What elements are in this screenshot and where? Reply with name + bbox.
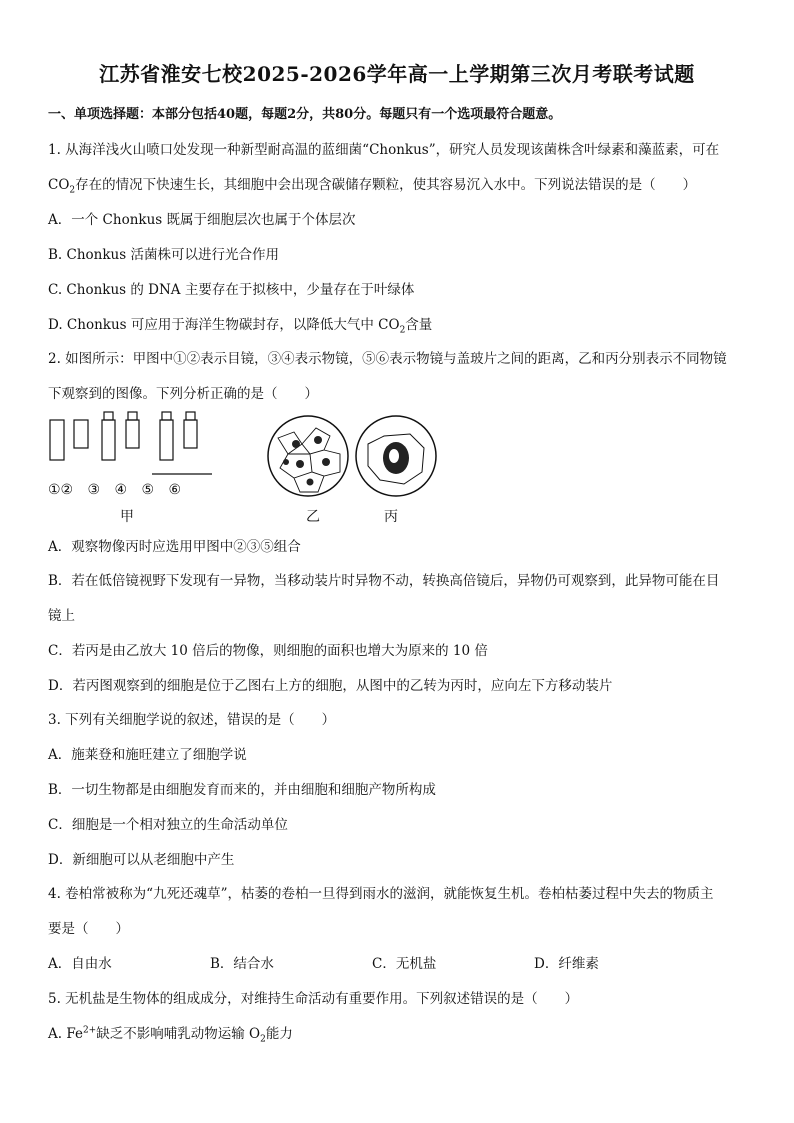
objective-5-top — [162, 412, 171, 420]
question-1-option-b: B. Chonkus 活菌株可以进行光合作用 — [48, 247, 279, 263]
question-4-options — [48, 952, 748, 972]
figure-yi-cells — [266, 414, 350, 498]
question-1-stem-rest: 存在的情况下快速生长，其细胞中会出现含碳储存颗粒，使其容易沉入水中。下列说法错误的是（ ） — [75, 177, 697, 193]
question-2-option-b-line-1: B．若在低倍镜视野下发现有一异物，当移动装片时异物不动，转换高倍镜后，异物仍可观察到，此异物可能在目 — [48, 573, 720, 589]
question-3-option-c: C．细胞是一个相对独立的生命活动单位 — [48, 817, 288, 833]
question-1-option-c: C. Chonkus 的 DNA 主要存在于拟核中，少量存在于叶绿体 — [48, 282, 415, 298]
question-3-option-a: A．施莱登和施旺建立了细胞学说 — [48, 747, 247, 763]
superscript: 2+ — [82, 1025, 97, 1036]
option-a-mid: 缺乏不影响哺乳动物运输 O — [96, 1026, 261, 1042]
figure-label-jia: 甲 — [120, 509, 134, 525]
figure-jia-lenses — [44, 404, 244, 484]
subscript: 2 — [260, 1034, 266, 1045]
figure-label-yi: 乙 — [306, 509, 320, 525]
objective-3-body — [102, 420, 115, 460]
option-a-text: A. Fe — [48, 1026, 83, 1042]
objective-3-top — [104, 412, 113, 420]
question-2-option-d: D．若丙图观察到的细胞是位于乙图右上方的细胞，从图中的乙转为丙时，应向左下方移动装片 — [48, 678, 613, 694]
objective-6-body — [184, 420, 197, 448]
question-2-option-c: C．若丙是由乙放大 10 倍后的物像，则细胞的面积也增大为原来的 10 倍 — [48, 643, 488, 659]
question-4-option-d: D．纤维素 — [534, 956, 599, 972]
question-5-option-a — [48, 1022, 293, 1045]
co2-text: CO — [48, 177, 70, 193]
question-1-stem-line-1: 1. 从海洋浅火山喷口处发现一种新型耐高温的蓝细菌“Chonkus”，研究人员发现该菌株含叶绿素和藻蓝素，可在 — [48, 142, 720, 158]
question-4-option-b: B．结合水 — [210, 956, 274, 972]
figure-bing-cells — [354, 414, 438, 498]
figure-numbers: ①② ③ ④ ⑤ ⑥ — [48, 482, 182, 498]
question-3-stem: 3. 下列有关细胞学说的叙述，错误的是（ ） — [48, 712, 336, 728]
option-a-end: 能力 — [265, 1026, 293, 1042]
figure-label-bing: 丙 — [384, 509, 398, 525]
objective-4-top — [128, 412, 137, 420]
microscope-figure — [44, 404, 444, 526]
option-d-text: D. Chonkus 可应用于海洋生物碳封存，以降低大气中 CO — [48, 317, 400, 333]
question-4-stem-line-1: 4. 卷柏常被称为“九死还魂草”，枯萎的卷柏一旦得到雨水的滋润，就能恢复生机。卷柏枯萎过程中失去的物质主 — [48, 886, 714, 902]
question-1-stem-line-2 — [48, 173, 696, 196]
question-2-option-a: A．观察物像丙时应选用甲图中②③⑤组合 — [48, 539, 301, 555]
question-2-stem-line-2: 下观察到的图像。下列分析正确的是（ ） — [48, 386, 318, 402]
question-4-stem-line-2: 要是（ ） — [48, 921, 129, 937]
page-title: 江苏省淮安七校2025-2026学年高一上学期第三次月考联考试题 — [99, 62, 695, 86]
question-1-option-a: A．一个 Chonkus 既属于细胞层次也属于个体层次 — [48, 212, 356, 228]
question-3-option-d: D．新细胞可以从老细胞中产生 — [48, 852, 235, 868]
question-4-option-c: C．无机盐 — [372, 956, 437, 972]
subscript: 2 — [69, 185, 76, 196]
objective-4-body — [126, 420, 139, 448]
eyepiece-1 — [50, 420, 64, 460]
question-2-option-b-line-2: 镜上 — [48, 608, 75, 624]
objective-5-body — [160, 420, 173, 460]
objective-6-top — [186, 412, 195, 420]
section-header: 一、单项选择题：本部分包括40题，每题2分，共80分。每题只有一个选项最符合题意。 — [48, 107, 562, 122]
question-3-option-b: B．一切生物都是由细胞发育而来的，并由细胞和细胞产物所构成 — [48, 782, 436, 798]
subscript: 2 — [399, 325, 406, 336]
question-2-stem-line-1: 2. 如图所示：甲图中①②表示目镜，③④表示物镜，⑤⑥表示物镜与盖玻片之间的距离，乙和丙分别表示不同物镜 — [48, 351, 727, 367]
question-4-option-a: A．自由水 — [48, 956, 112, 972]
question-5-stem: 5. 无机盐是生物体的组成成分，对维持生命活动有重要作用。下列叙述错误的是（ ） — [48, 991, 579, 1007]
option-d-rest: 含量 — [405, 317, 433, 333]
eyepiece-2 — [74, 420, 88, 448]
question-1-option-d — [48, 313, 432, 336]
